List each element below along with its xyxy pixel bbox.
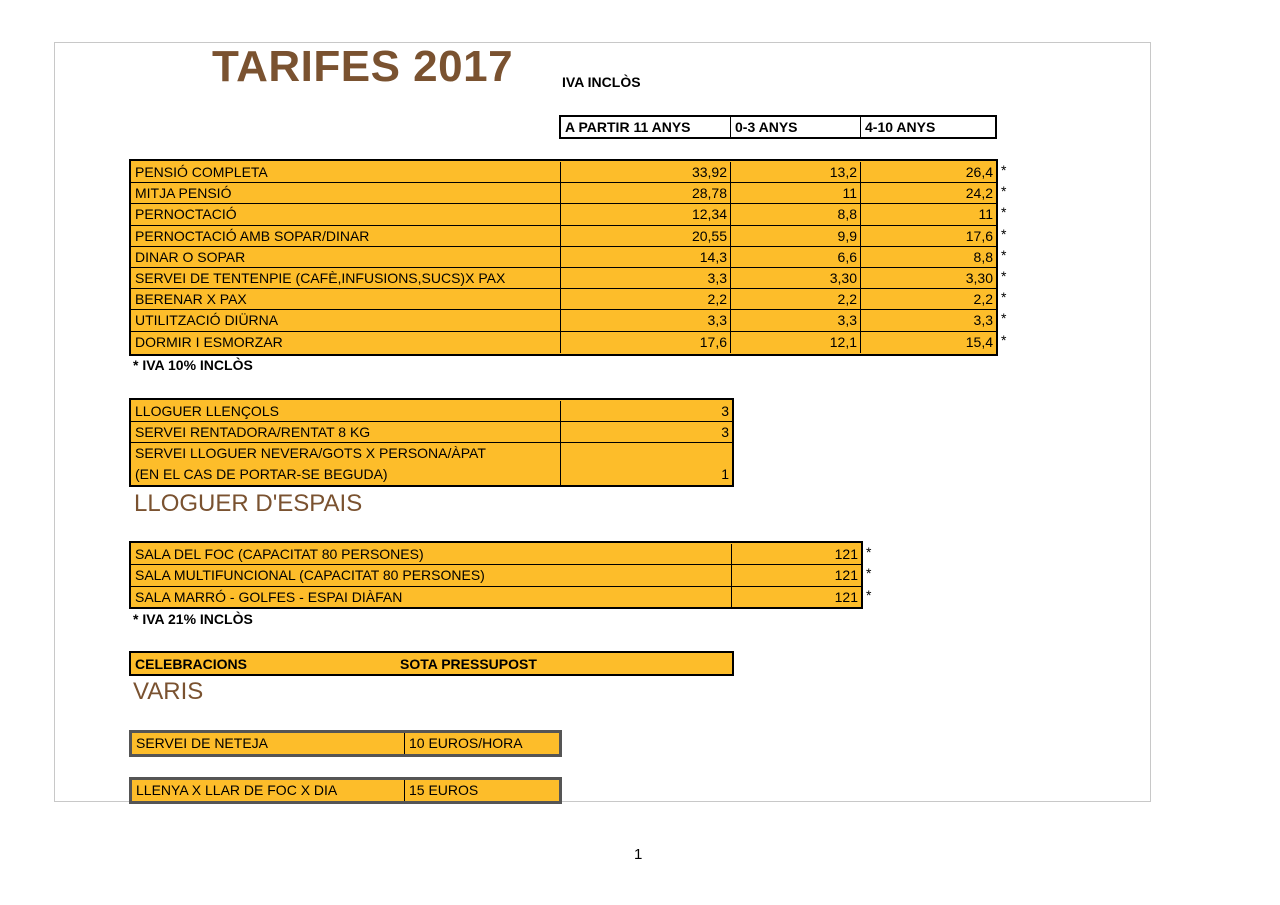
rate-label: PERNOCTACIÓ — [131, 204, 561, 225]
page-number: 1 — [634, 846, 643, 863]
space-value: 121 — [732, 544, 861, 565]
header-0-3: 0-3 ANYS — [731, 117, 861, 137]
rate-label: SERVEI DE TENTENPIE (CAFÈ,INFUSIONS,SUCS)X PAX — [131, 268, 561, 289]
header-from-11: A PARTIR 11 ANYS — [561, 117, 731, 137]
misc-label: SERVEI DE NETEJA — [132, 733, 405, 754]
rate-value: 11 — [731, 183, 861, 204]
footnote-marker: * — [866, 586, 872, 603]
spaces-section-title: LLOGUER D'ESPAIS — [134, 490, 363, 517]
rate-value: 24,2 — [861, 183, 996, 204]
extra-label: SERVEI RENTADORA/RENTAT 8 KG — [131, 422, 561, 443]
rate-value: 12,1 — [731, 332, 861, 353]
rate-label: PENSIÓ COMPLETA — [131, 162, 561, 183]
footnote-marker: * — [1001, 268, 1007, 284]
space-label: SALA MULTIFUNCIONAL (CAPACITAT 80 PERSONES) — [131, 565, 732, 586]
rate-value: 3,3 — [731, 310, 861, 331]
iva21-note: * IVA 21% INCLÒS — [133, 611, 253, 627]
misc-section-title: VARIS — [133, 678, 204, 705]
rate-value: 17,6 — [861, 226, 996, 247]
rate-value: 2,2 — [861, 289, 996, 310]
rate-value: 9,9 — [731, 226, 861, 247]
rate-value: 3,3 — [561, 310, 731, 331]
footnote-marker: * — [1001, 204, 1007, 221]
footnote-marker: * — [866, 544, 872, 560]
iva-included-note: IVA INCLÒS — [562, 74, 641, 90]
rate-value: 3,3 — [561, 268, 731, 289]
rate-value: 12,34 — [561, 204, 731, 225]
page-title: TARIFES 2017 — [212, 42, 514, 91]
misc-label: LLENYA X LLAR DE FOC X DIA — [132, 780, 405, 801]
footnote-marker: * — [1001, 162, 1007, 178]
footnote-marker: * — [1001, 183, 1007, 200]
extra-value: 1 — [721, 466, 729, 482]
celebrations-label: CELEBRACIONS — [135, 656, 248, 672]
rate-label: DORMIR I ESMORZAR — [131, 332, 561, 353]
rate-value: 33,92 — [561, 162, 731, 183]
rate-value: 26,4 — [861, 162, 996, 183]
rate-value: 3,30 — [861, 268, 996, 289]
rate-value: 15,4 — [965, 333, 993, 350]
rate-value: 6,6 — [731, 247, 861, 268]
extra-label-2: (EN EL CAS DE PORTAR-SE BEGUDA) — [131, 464, 561, 485]
iva10-note: * IVA 10% INCLÒS — [133, 357, 253, 373]
misc-value: 15 EUROS — [409, 782, 479, 798]
celebrations-value: SOTA PRESSUPOST — [400, 656, 537, 672]
extra-value: 3 — [561, 422, 732, 443]
rate-value: 8,8 — [731, 204, 861, 225]
rate-label: DINAR O SOPAR — [131, 247, 561, 268]
space-label: SALA DEL FOC (CAPACITAT 80 PERSONES) — [131, 544, 732, 565]
rate-value: 8,8 — [861, 247, 996, 268]
rate-value: 2,2 — [561, 289, 731, 310]
space-label: SALA MARRÓ - GOLFES - ESPAI DIÀFAN — [131, 587, 732, 608]
footnote-marker: * — [1001, 246, 1007, 263]
header-4-10: 4-10 ANYS — [865, 119, 936, 135]
footnote-marker: * — [1001, 310, 1007, 327]
rate-value: 14,3 — [561, 247, 731, 268]
extra-label: LLOGUER LLENÇOLS — [131, 401, 561, 422]
rate-label: PERNOCTACIÓ AMB SOPAR/DINAR — [131, 226, 561, 247]
footnote-marker: * — [1001, 225, 1007, 242]
rate-value: 3,3 — [861, 310, 996, 331]
rate-value: 17,6 — [561, 332, 731, 353]
space-value: 121 — [834, 588, 858, 605]
rate-value: 20,55 — [561, 226, 731, 247]
rate-value: 3,30 — [731, 268, 861, 289]
space-value: 121 — [732, 565, 861, 586]
footnote-marker: * — [1001, 289, 1007, 306]
rate-value: 13,2 — [731, 162, 861, 183]
rate-value: 2,2 — [731, 289, 861, 310]
misc-value: 10 EUROS/HORA — [409, 735, 523, 751]
rate-label: UTILITZACIÓ DIÜRNA — [131, 310, 561, 331]
footnote-marker: * — [866, 565, 872, 582]
rate-label: BERENAR X PAX — [131, 289, 561, 310]
extra-value: 3 — [561, 401, 732, 422]
extra-label: SERVEI LLOGUER NEVERA/GOTS X PERSONA/ÀPAT — [131, 443, 561, 464]
rate-value: 11 — [861, 204, 996, 225]
footnote-marker: * — [1001, 331, 1007, 348]
rate-label: MITJA PENSIÓ — [131, 183, 561, 204]
rate-value: 28,78 — [561, 183, 731, 204]
